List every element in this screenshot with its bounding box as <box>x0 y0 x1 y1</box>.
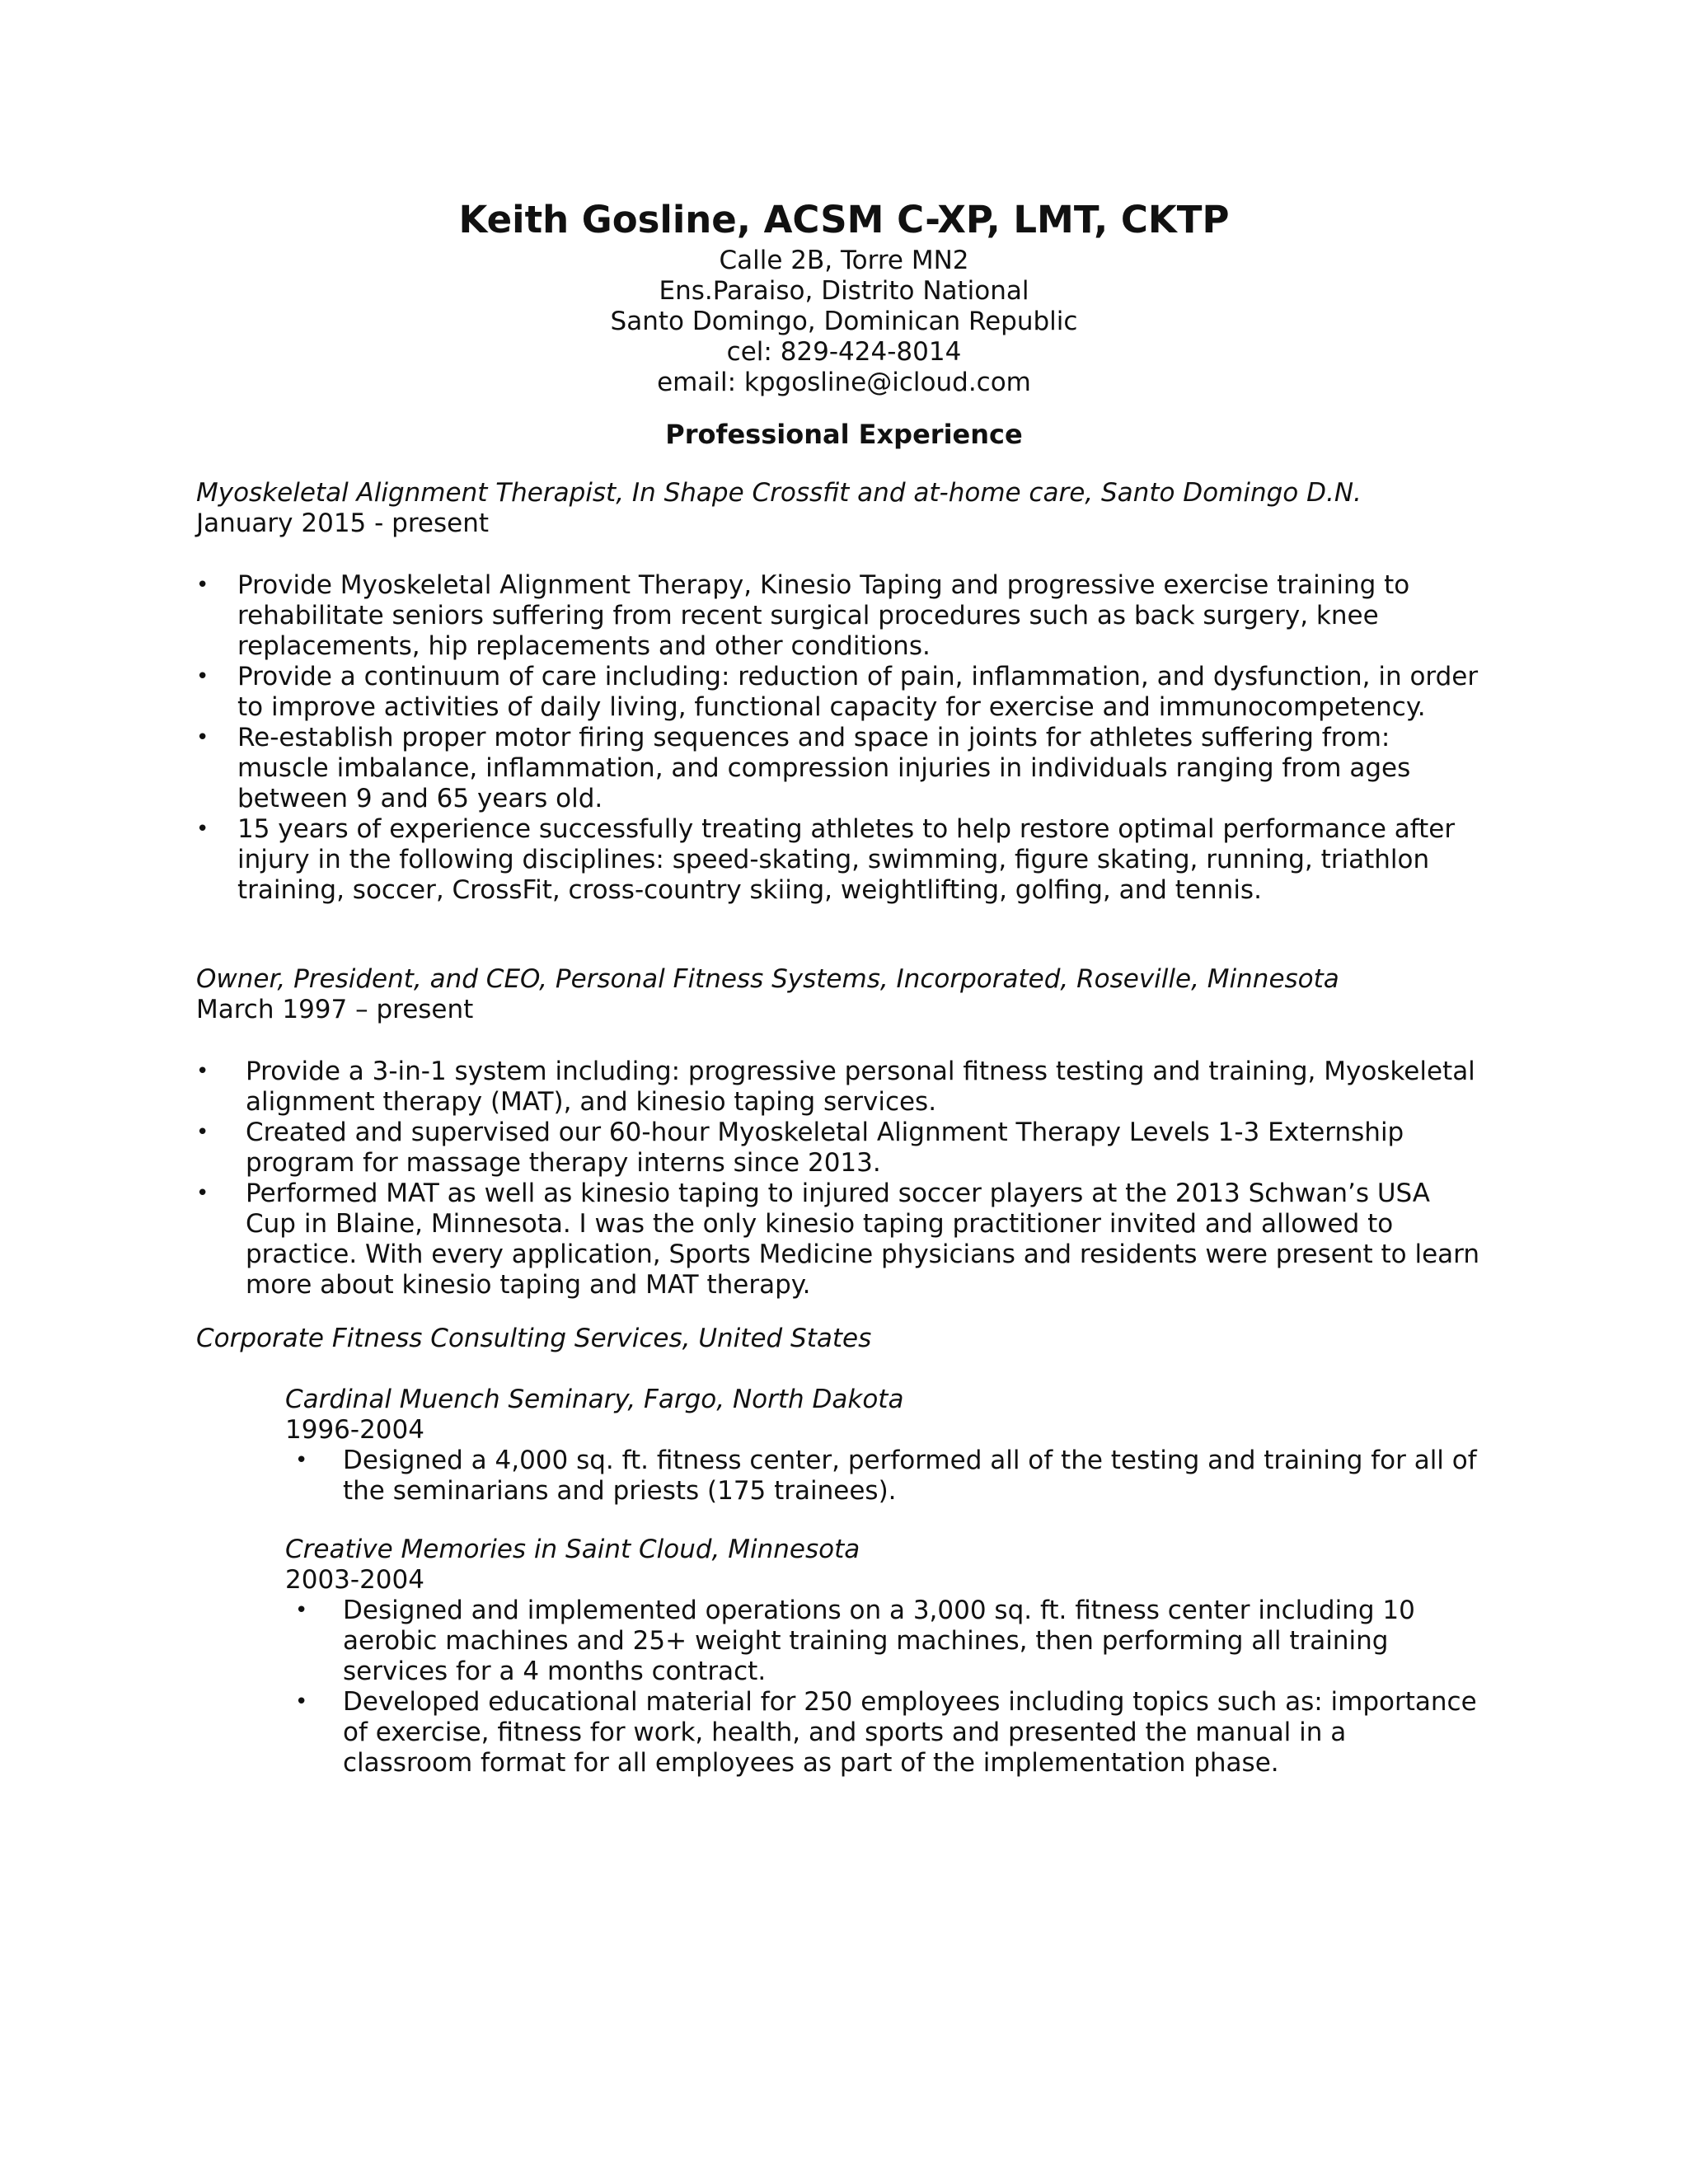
bullet-text: Performed MAT as well as kinesio taping to injured soccer players at the 2013 Schwan’s USA Cup in Blaine, Minnesota. I was the only kinesio taping practitioner invited and allowed to practice. With every application, Sports Medicine physicians and residents were present to learn more about kinesio taping and MAT therapy. <box>246 1179 1479 1300</box>
list-item <box>285 1596 1480 1687</box>
bullet-icon: • <box>295 1690 308 1714</box>
list-item <box>285 1687 1480 1779</box>
list-item <box>285 1446 1480 1507</box>
bullet-icon: • <box>196 1059 209 1084</box>
job-1-bullet-list <box>196 570 1482 906</box>
bullet-text: Developed educational material for 250 employees including topics such as: importance of exercise, fitness for work, health, and sports and presented the manual in a classroom format for all employees as part of the implementation phase. <box>343 1687 1477 1778</box>
address-line-2: Ens.Paraiso, Distrito National <box>659 276 1029 306</box>
client-dates: 2003-2004 <box>285 1565 424 1595</box>
bullet-icon: • <box>295 1448 308 1473</box>
client-title: Creative Memories in Saint Cloud, Minnesota <box>285 1535 860 1564</box>
bullet-icon: • <box>196 725 209 750</box>
list-item <box>196 814 1482 906</box>
bullet-text: Provide Myoskeletal Alignment Therapy, Kinesio Taping and progressive exercise training to rehabilitate seniors suffering from recent surgical procedures such as back surgery, knee replacements, hip replacements and other conditions. <box>237 570 1410 661</box>
client-2-bullet-list <box>285 1596 1480 1779</box>
job-entry-1 <box>196 478 1482 539</box>
bullet-text: Provide a continuum of care including: reduction of pain, inflammation, and dysfunction, in order to improve activities of daily living, functional capacity for exercise and immunocompetency. <box>237 662 1479 722</box>
address-line-1: Calle 2B, Torre MN2 <box>719 246 969 275</box>
bullet-icon: • <box>196 817 209 841</box>
candidate-name: Keith Gosline, ACSM C-XP, LMT, CKTP <box>458 198 1230 241</box>
address-line-3: Santo Domingo, Dominican Republic <box>610 307 1078 336</box>
list-item <box>196 570 1482 662</box>
bullet-text: Designed a 4,000 sq. ft. fitness center, performed all of the testing and training for all of the seminarians and priests (175 trainees). <box>343 1446 1477 1506</box>
phone-line: cel: 829-424-8014 <box>726 337 962 367</box>
job-2-bullet-list <box>196 1057 1482 1301</box>
list-item <box>196 723 1482 814</box>
job-dates: January 2015 - present <box>196 509 490 538</box>
list-item <box>196 1057 1482 1118</box>
section-heading-professional-experience: Professional Experience <box>665 419 1023 450</box>
bullet-icon: • <box>196 1181 209 1206</box>
bullet-text: Re-establish proper motor firing sequences and space in joints for athletes suffering from: muscle imbalance, inflammation, and compression injuries in individuals ranging from ages between 9 and 65 years old. <box>237 723 1411 813</box>
bullet-icon: • <box>295 1598 308 1623</box>
bullet-text: 15 years of experience successfully treating athletes to help restore optimal performance after injury in the following disciplines: speed-skating, swimming, figure skating, running, triathlon training, soccer, CrossFit, cross-country skiing, weightlifting, golfing, and tennis. <box>237 814 1456 905</box>
bullet-text: Provide a 3-in-1 system including: progressive personal fitness testing and training, Myoskeletal alignment therapy (MAT), and kinesio taping services. <box>246 1057 1475 1117</box>
job-title: Owner, President, and CEO, Personal Fitness Systems, Incorporated, Roseville, Minnesota <box>196 964 1339 994</box>
list-item <box>196 1118 1482 1179</box>
job-title: Myoskeletal Alignment Therapist, In Shape Crossfit and at-home care, Santo Domingo D.N. <box>196 478 1362 508</box>
bullet-icon: • <box>196 573 209 598</box>
client-dates: 1996-2004 <box>285 1415 424 1445</box>
job-entry-2 <box>196 964 1482 1025</box>
bullet-text: Created and supervised our 60-hour Myoskeletal Alignment Therapy Levels 1-3 Externship program for massage therapy interns since 2013. <box>246 1118 1404 1178</box>
client-title: Cardinal Muench Seminary, Fargo, North Dakota <box>285 1385 904 1414</box>
job-dates: March 1997 – present <box>196 995 474 1024</box>
client-entry-2 <box>285 1535 1480 1779</box>
list-item <box>196 662 1482 723</box>
resume-header <box>0 194 1688 398</box>
bullet-text: Designed and implemented operations on a 3,000 sq. ft. fitness center including 10 aerobic machines and 25+ weight training machines, then performing all training services for a 4 months contract. <box>343 1596 1415 1686</box>
list-item <box>196 1179 1482 1301</box>
client-1-bullet-list <box>285 1446 1480 1507</box>
client-entry-1 <box>285 1385 1480 1507</box>
email-line: email: kpgosline@icloud.com <box>657 368 1031 397</box>
bullet-icon: • <box>196 1120 209 1145</box>
bullet-icon: • <box>196 664 209 689</box>
consulting-title: Corporate Fitness Consulting Services, United States <box>196 1324 872 1353</box>
